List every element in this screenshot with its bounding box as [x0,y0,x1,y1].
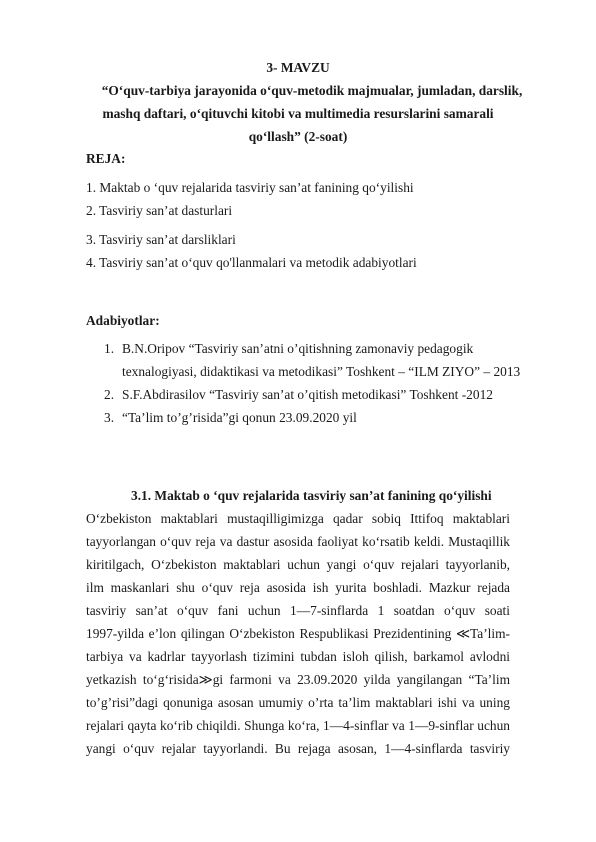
paragraph-line: to’g’risi”dagi qonuniga asosan umumiy o’rta ta’lim maktablari ishi va uning [86,695,510,710]
plan-item: 1. Maktab o ‘quv rejalarida tasviriy san’at fanining qo‘yilishi [86,180,414,195]
plan-item: 3. Tasviriy san’at darsliklari [86,232,236,247]
paragraph-line: rejalari qayta ko‘rib chiqildi. Shunga ko‘ra, 1—4-sinflar va 1—9-sinflar uchun [86,718,510,733]
literature-item-number: 3. [104,410,115,425]
paragraph-line: 1997-yilda e’lon qilingan O‘zbekiston Respublikasi Prezidentining ≪Ta’lim- [86,626,510,641]
literature-item-text: texnalogiyasi, didaktikasi va metodikasi” Toshkent – “ILM ZIYO” – 2013 [122,364,521,379]
paragraph-line: tarbiya va kadrlar tayyorlash tizimini tubdan isloh qilish, barkamol avlodni [86,649,510,664]
section-heading: 3.1. Maktab o ‘quv rejalarida tasviriy san’at fanining qo‘yilishi [131,488,492,503]
paragraph-line: yetkazish to‘g‘risida≫gi farmoni va 23.09.2020 yilda yangilangan “Ta’lim [86,672,510,687]
topic-number: 3- MAVZU [266,60,330,75]
literature-item-text: B.N.Oripov “Tasviriy san’atni o’qitishning zamonaviy pedagogik [122,341,474,356]
plan-item: 4. Tasviriy san’at o‘quv qo'llanmalari va metodik adabiyotlari [86,255,417,270]
plan-item: 2. Tasviriy san’at dasturlari [86,203,233,218]
literature-item-number: 2. [104,387,115,402]
topic-title-line-2: mashq daftari, o‘qituvchi kitobi va multimedia resurslarini samarali [102,106,494,121]
literature-item-text: S.F.Abdirasilov “Tasviriy san’at o’qitish metodikasi” Toshkent -2012 [122,387,493,402]
paragraph-line: ilm maskanlari shu o‘quv reja asosida ish yurita boshladi. Mazkur rejada [86,580,510,595]
paragraph-line: tayyorlangan o‘quv reja va dastur asosida faoliyat ko‘rsatib keldi. Mustaqillik [86,534,510,549]
literature-heading: Adabiyotlar: [86,313,160,328]
paragraph-line: O‘zbekiston maktablari mustaqilligimizga qadar sobiq Ittifoq maktablari [86,511,510,526]
literature-item-number: 1. [104,341,115,356]
paragraph-line: kiritilgach, O‘zbekiston maktablari uchun yangi o‘quv rejalari tayyorlanib, [86,557,510,572]
paragraph-line: tasviriy san’at o‘quv fani uchun 1—7-sinflarda 1 soatdan o‘quv soati [86,603,510,618]
plan-heading: REJA: [86,151,126,166]
paragraph-line: yangi o‘quv rejalar tayyorlandi. Bu rejaga asosan, 1—4-sinflarda tasviriy [86,741,510,756]
topic-title-line-3: qo‘llash” (2-soat) [248,129,348,144]
topic-title-line-1: “O‘quv-tarbiya jarayonida o‘quv-metodik majmualar, jumladan, darslik, [101,83,523,98]
literature-item-text: “Ta’lim to’g’risida”gi qonun 23.09.2020 yil [122,410,357,425]
